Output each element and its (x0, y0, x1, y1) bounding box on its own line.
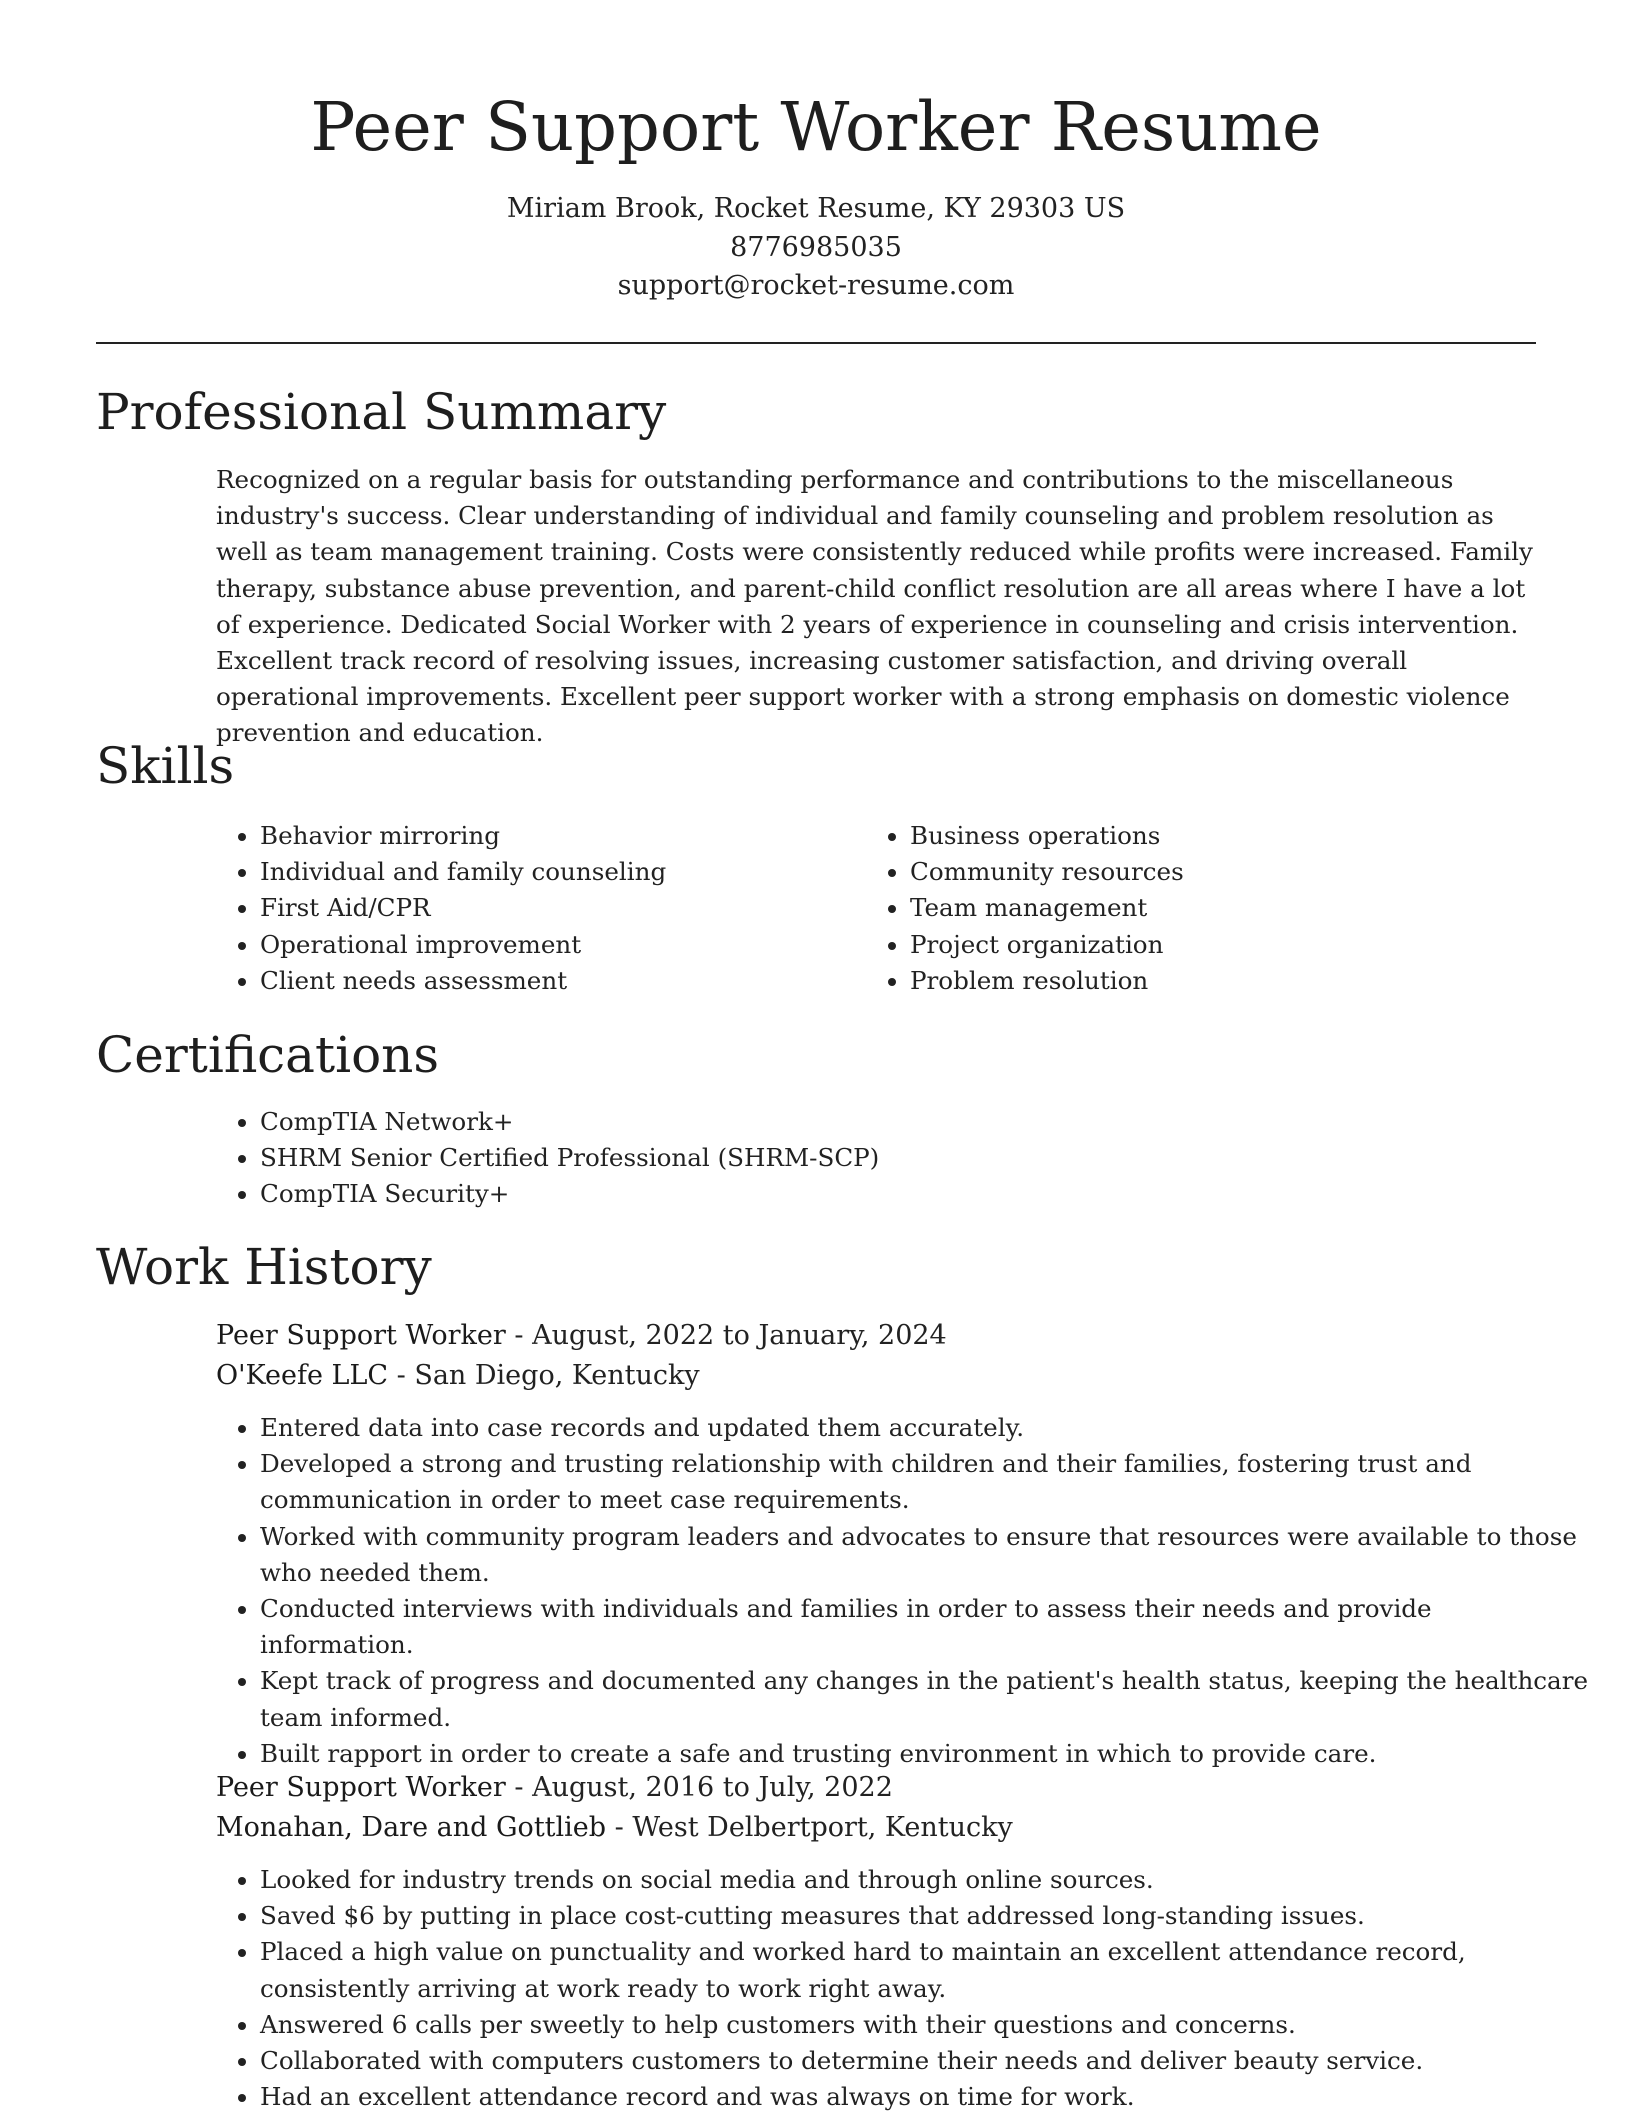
skills-heading: Skills (96, 737, 235, 795)
list-item: • Business operations (910, 818, 1510, 854)
job-company: O'Keefe LLC (216, 1360, 389, 1391)
job-company-line (216, 1356, 700, 1396)
job-company: Monahan, Dare and Gottlieb (216, 1812, 607, 1843)
job-dates: - August, 2016 to July, 2022 (505, 1772, 893, 1803)
certifications-heading: Certifications (96, 1026, 440, 1084)
list-item: • Individual and family counseling (260, 854, 860, 890)
list-item: • Kept track of progress and documented any changes in the patient's health status, keeping the healthcare team informed. (260, 1663, 1590, 1735)
skills-list-left (216, 818, 860, 999)
resume-title: Peer Support Worker Resume (310, 88, 1322, 166)
summary-text: Recognized on a regular basis for outstanding performance and contributions to the miscellaneous industry's success. Clear understanding of individual and family counseling and problem resolution as well as team management training. Costs were consistently reduced while profits were increased. Family therapy, substance abuse prevention, and parent-child conflict resolution are all areas where I have a lot of experience. Dedicated Social Worker with 2 years of experience in counseling and crisis intervention. Excellent track record of resolving issues, increasing customer satisfaction, and driving overall operational improvements. Excellent peer support worker with a strong emphasis on domestic violence prevention and education. (216, 465, 1533, 748)
summary-heading: Professional Summary (96, 383, 667, 441)
list-item: • Looked for industry trends on social media and through online sources. (260, 1862, 1590, 1898)
contact-phone: 8776985035 (730, 232, 902, 263)
certifications-list (216, 1104, 1560, 1213)
job-location: - West Delbertport, Kentucky (606, 1812, 1013, 1843)
list-item: • CompTIA Network+ (260, 1104, 1560, 1140)
list-item: • Behavior mirroring (260, 818, 860, 854)
job-title: Peer Support Worker (216, 1320, 506, 1351)
list-item: • Team management (910, 890, 1510, 926)
job-location: - San Diego, Kentucky (388, 1360, 700, 1391)
list-item: • Collaborated with computers customers to determine their needs and deliver beauty service. (260, 2043, 1590, 2079)
list-item: • Worked with community program leaders and advocates to ensure that resources were available to those who needed them. (260, 1519, 1590, 1591)
list-item: • First Aid/CPR (260, 890, 860, 926)
work-history-heading: Work History (96, 1238, 432, 1296)
list-item: • CompTIA Security+ (260, 1176, 1560, 1212)
contact-email: support@rocket-resume.com (617, 270, 1015, 301)
job-title-line (216, 1768, 893, 1808)
job-dates: - August, 2022 to January, 2024 (505, 1320, 947, 1351)
list-item: • Developed a strong and trusting relationship with children and their families, fostering trust and communication in order to meet case requirements. (260, 1446, 1590, 1518)
list-item: • Conducted interviews with individuals and families in order to assess their needs and provide information. (260, 1591, 1590, 1663)
list-item: • Built rapport in order to create a safe and trusting environment in which to provide care. (260, 1736, 1590, 1772)
list-item: • Operational improvement (260, 927, 860, 963)
job-title: Peer Support Worker (216, 1772, 506, 1803)
list-item: • Community resources (910, 854, 1510, 890)
list-item: • SHRM Senior Certified Professional (SHRM-SCP) (260, 1140, 1560, 1176)
list-item: • Saved $6 by putting in place cost-cutting measures that addressed long-standing issues. (260, 1898, 1590, 1934)
list-item: • Client needs assessment (260, 963, 860, 999)
list-item: • Entered data into case records and updated them accurately. (260, 1410, 1590, 1446)
job-bullets (216, 1862, 1590, 2115)
job-bullets (216, 1410, 1590, 1772)
skills-list-right (866, 818, 1510, 999)
job-company-line (216, 1808, 1013, 1848)
list-item: • Placed a high value on punctuality and worked hard to maintain an excellent attendance record, consistently arriving at work ready to work right away. (260, 1934, 1590, 2006)
contact-address: Miriam Brook, Rocket Resume, KY 29303 US (506, 193, 1126, 224)
list-item: • Had an excellent attendance record and was always on time for work. (260, 2079, 1590, 2115)
job-title-line (216, 1316, 947, 1356)
list-item: • Answered 6 calls per sweetly to help customers with their questions and concerns. (260, 2007, 1590, 2043)
list-item: • Project organization (910, 927, 1510, 963)
list-item: • Problem resolution (910, 963, 1510, 999)
header-divider (96, 342, 1536, 344)
